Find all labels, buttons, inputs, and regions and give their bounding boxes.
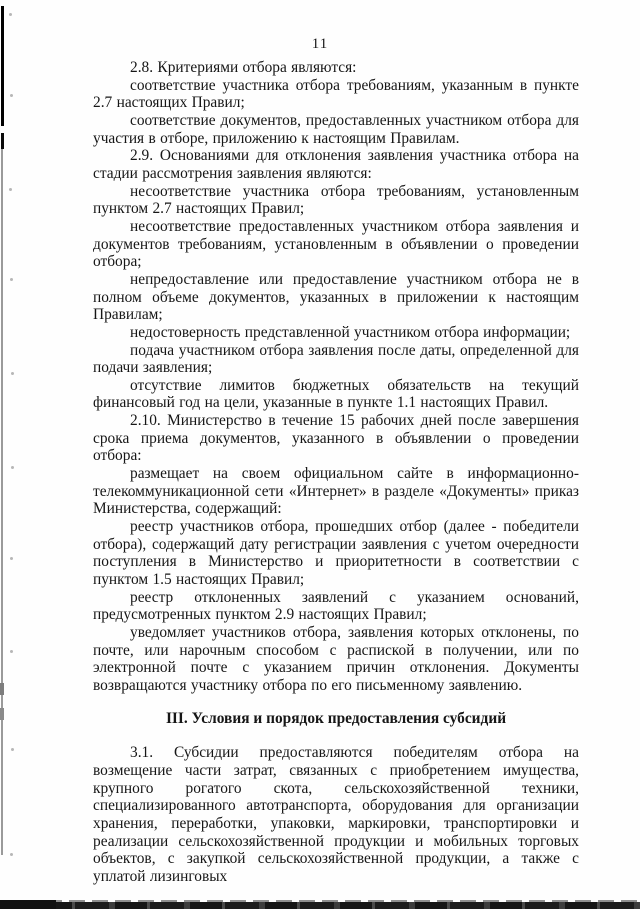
paragraph-registry-1: реестр участников отбора, прошедших отбор (далее - победители отбора), содержащий дату регистрации заявления с учетом очередности поступления в Министерство и приоритетности в соответствии с пунктом 1.5 настоящих Правил; [93, 518, 579, 589]
document-body [93, 59, 579, 886]
paragraph-criteria-2: соответствие документов, предоставленных участником отбора для участия в отборе, приложению к настоящим Правилам. [93, 111, 579, 147]
scan-artifact-left-bar-top [1, 6, 4, 126]
scan-speck [11, 372, 14, 375]
paragraph-publication: размещает на своем официальном сайте в информационно-телекоммуникационной сети «Интернет» в разделе «Документы» приказ Министерства, содержащий: [93, 465, 579, 518]
scan-speck [11, 748, 14, 751]
paragraph-3-1: 3.1. Субсидии предоставляются победителям отбора на возмещение части затрат, связанных с приобретением имущества, крупного рогатого скота, сельскохозяйственной техники, специализированного автотранспорта, оборудования для организации хранения, переработки, упаковки, маркировки, транспортировки и реализации сельскохозяйственной продукции и мобильных торговых объектов, с закупкой сельскохозяйственной продукции, а также с уплатой лизинговых [93, 744, 579, 885]
section-heading-iii: III. Условия и порядок предоставления субсидий [165, 709, 507, 727]
scan-speck [10, 94, 13, 97]
scan-artifact-left-segment [0, 683, 4, 695]
paragraph-registry-2: реестр отклоненных заявлений с указанием оснований, предусмотренных пунктом 2.9 настоящих Правил; [93, 588, 579, 624]
scan-artifact-bottom-bar [0, 902, 640, 909]
paragraph-rejection-6: отсутствие лимитов бюджетных обязательств на текущий финансовый год на цели, указанные в пункте 1.1 настоящих Правил. [93, 376, 579, 412]
paragraph-rejection-4: недостоверность представленной участником отбора информации; [130, 323, 571, 341]
scan-speck [10, 650, 13, 653]
paragraph-rejection-3: непредоставление или предоставление участником отбора не в полном объеме документов, указанных в приложении к настоящим Правилам; [93, 270, 579, 324]
paragraph-rejection-1: несоответствие участника отбора требованиям, установленным пунктом 2.7 настоящих Правил; [93, 182, 579, 218]
scan-speck [9, 188, 12, 191]
scan-speck [10, 278, 13, 281]
paragraph-rejection-2: несоответствие предоставленных участником отбора заявления и документов требованиям, установленным в объявлении о проведении отбора; [93, 217, 579, 271]
scan-speck [10, 557, 13, 560]
paragraph-2-8: 2.8. Критериями отбора являются: [130, 59, 357, 76]
scan-artifact-left-segment [0, 708, 4, 720]
scan-artifact-left-bar-mid [1, 133, 4, 149]
scan-speck [9, 13, 12, 16]
paragraph-notification: уведомляет участников отбора, заявления которых отклонены, по почте, или нарочным способом с распиской в получении, или по электронной почте с указанием причин отклонения. Документы возвращаются участнику отбора по его письменному заявлению. [93, 624, 579, 694]
scan-speck [11, 466, 14, 469]
scan-artifact-left-line [1, 149, 3, 855]
paragraph-2-10: 2.10. Министерство в течение 15 рабочих дней после завершения срока приема документов, указанного в объявлении о проведении отбора: [93, 412, 579, 465]
page-number: 11 [311, 36, 329, 52]
scan-artifact-bottom-bar-left [0, 900, 56, 909]
scan-speck [10, 853, 13, 856]
paragraph-2-9: 2.9. Основаниями для отклонения заявления участника отбора на стадии рассмотрения заявления являются: [93, 147, 579, 182]
paragraph-criteria-1: соответствие участника отбора требованиям, указанным в пункте 2.7 настоящих Правил; [93, 76, 579, 112]
paragraph-rejection-5: подача участником отбора заявления после даты, определенной для подачи заявления; [93, 341, 579, 377]
